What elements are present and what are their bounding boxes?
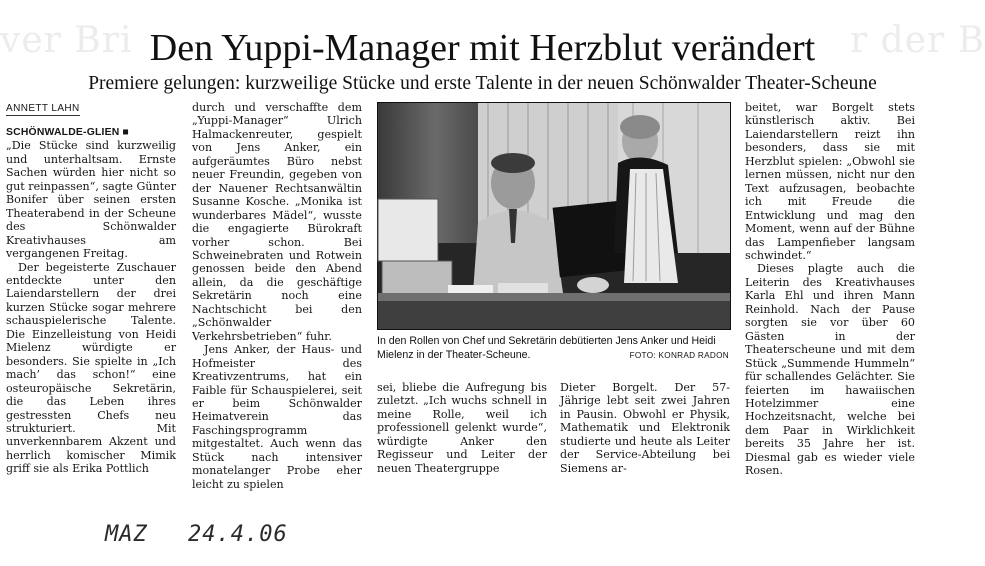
article-column-4: [560, 381, 730, 475]
article-paragraph: durch und verschaffte dem „Yuppi-Manager“ Ulrich Halmackenreuter, gespielt von Jens Anker, ein aufgeräumtes Büro nebst neuer Freundin, gegeben von der Nauener Rechtsanwältin Susanne Kosche. „Monika ist wunderbares Mädel“, wusste die engagierte Bürokraft vorher schon. Bei Schweinebraten und Rotwein genossen beide den Abend allein, da die geschäftige Sekretärin noch eine Nachtschicht bei den „Schönwalder Verkehrsbetrieben“ fuhr.: [192, 101, 362, 343]
article-paragraph: Dieter Borgelt. Der 57-Jährige lebt seit zwei Jahren in Pausin. Obwohl er Physik, Mathematik und Elektronik studierte und heute als Leiter der Service-Abteilung bei Siemens ar-: [560, 381, 730, 475]
dateline: SCHÖNWALDE-GLIEN ■: [6, 127, 130, 138]
article-column-2: [192, 101, 362, 491]
lead-text: „Die Stücke sind kurzweilig und unterhaltsam. Ernste Sachen würden hier nicht so gut reinpassen“, sagte Günter Bonifer über seinen ersten Theaterabend in der Scheune des Schönwalder Kreativhauses am vergangenen Freitag.: [6, 139, 176, 261]
article-paragraph: [6, 125, 176, 261]
bleed-through-text-left: ver Bri: [0, 20, 133, 61]
bleed-through-text-right: r der B: [850, 20, 985, 61]
handwritten-paper-code: MAZ: [105, 522, 148, 547]
handwritten-date: 24.4.06: [188, 522, 288, 547]
photo-caption: In den Rollen von Chef und Sekretärin debütierten Jens Anker und Heidi Mielenz in der Theater-Scheune.: [377, 335, 716, 361]
stage-scene-image: [378, 103, 730, 329]
article-paragraph: Jens Anker, der Haus- und Hofmeister des Kreativzentrums, hat ein Faible für Schauspielerei, seit er beim Schönwalder Heimatverein das Faschingsprogramm mitgestaltet. Auch wenn das Stück nach intensiver monatelanger Probe eher leicht zu spielen: [192, 343, 362, 491]
article-paragraph: Dieses plagte auch die Leiterin des Kreativhauses Karla Ehl und ihren Mann Reinhold. Nach der Pause sorgten sie vor über 60 Gästen in der Theaterscheune und mit dem Stück „Summende Hummeln“ für schallendes Gelächter. Sie feierten im hawaiischen Hotelzimmer eine Hochzeitsnacht, welche bei dem Paar in Wirklichkeit bereits 35 Jahre her ist. Diesmal gab es wieder viele Rosen.: [745, 262, 915, 478]
article-paragraph: sei, bliebe die Aufregung bis zuletzt. „Ich wuchs schnell in meine Rolle, weil ich professionell gelenkt wurde“, würdigte Anker den Regisseur und Leiter der neuen Theatergruppe: [377, 381, 547, 475]
article-column-1: [6, 125, 176, 475]
article-subhead: Premiere gelungen: kurzweilige Stücke und erste Talente in der neuen Schönwalder Theater-Scheune: [88, 73, 877, 94]
article-column-3: [377, 381, 547, 475]
article-paragraph: Der begeisterte Zuschauer entdeckte unter den Laiendarstellern der drei kurzen Stücke sogar mehrere schauspielerische Talente. Die Einzelleistung von Heidi Mielenz würdigte er besonders. Sie spielte in „Ich mach’ das schon!“ eine osteuropäische Sekretärin, die das Leben ihres gestressten Chefs neu strukturiert. Mit unverkennbarem Akzent und herrlich komischer Mimik griff sie als Erika Pottlich: [6, 260, 176, 476]
article-column-5: [745, 101, 915, 478]
article-paragraph: beitet, war Borgelt stets künstlerisch aktiv. Bei Laiendarstellern reizt ihn besonders, dass sie mit Herzblut spielen: „Obwohl sie lernen müssen, nicht nur den Text aufzusagen, beobachte ich mit Freude die Entwicklung und mag den Moment, wenn auf der Bühne das Lampenfieber langsam schwindet.“: [745, 101, 915, 262]
author-byline: ANNETT LAHN: [6, 103, 80, 114]
article-photo: [377, 102, 731, 330]
photo-credit: FOTO: KONRAD RADON: [629, 351, 729, 360]
article-headline: Den Yuppi-Manager mit Herzblut verändert: [149, 27, 816, 69]
photo-caption-block: [377, 334, 729, 363]
